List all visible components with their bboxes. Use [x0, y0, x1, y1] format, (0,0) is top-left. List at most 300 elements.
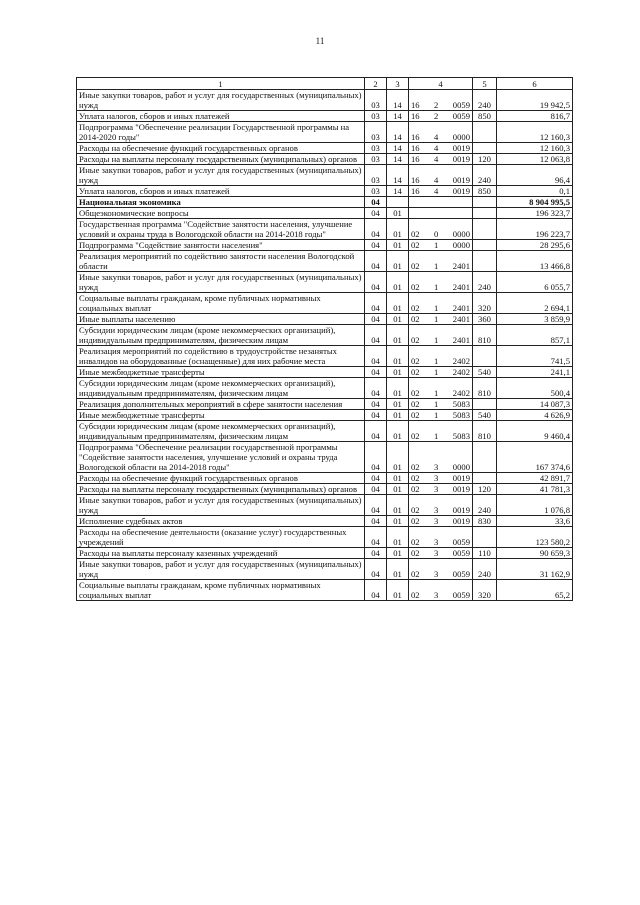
table-row	[77, 346, 573, 367]
target-article-code	[411, 261, 470, 271]
row-expense-type	[473, 219, 497, 240]
target-article-part: 02	[411, 240, 420, 250]
row-target-article	[409, 410, 473, 421]
target-article-part: 2401	[452, 303, 470, 313]
row-section: 04	[365, 495, 387, 516]
table-row	[77, 421, 573, 442]
row-target-article	[409, 272, 473, 293]
table-row	[77, 495, 573, 516]
row-target-article	[409, 143, 473, 154]
target-article-part: 02	[411, 335, 420, 345]
row-target-article	[409, 90, 473, 111]
row-amount: 123 580,2	[497, 527, 573, 548]
row-section: 03	[365, 165, 387, 186]
target-article-part: 0059	[452, 111, 470, 121]
target-article-part: 3	[434, 516, 439, 526]
row-name: Реализация мероприятий по содействию в трудоустройстве незанятых инвалидов на оборудованные (оснащенные) для них рабочие места	[77, 346, 365, 367]
target-article-code	[411, 143, 470, 153]
target-article-part: 02	[411, 569, 420, 579]
target-article-part: 2	[434, 111, 439, 121]
row-target-article	[409, 219, 473, 240]
row-amount: 41 781,3	[497, 484, 573, 495]
row-subsection: 14	[387, 186, 409, 197]
row-name: Реализация мероприятий по содействию занятости населения Вологодской области	[77, 251, 365, 272]
target-article-part: 4	[434, 154, 439, 164]
row-section: 04	[365, 421, 387, 442]
header-col-4: 4	[409, 78, 473, 90]
target-article-part: 4	[434, 143, 439, 153]
target-article-part: 02	[411, 303, 420, 313]
table-row	[77, 272, 573, 293]
row-section: 04	[365, 378, 387, 399]
row-section: 04	[365, 399, 387, 410]
target-article-part: 1	[434, 303, 439, 313]
row-amount: 14 087,3	[497, 399, 573, 410]
row-subsection	[387, 197, 409, 208]
row-name: Реализация дополнительных мероприятий в сфере занятости населения	[77, 399, 365, 410]
table-row	[77, 165, 573, 186]
row-amount: 6 055,7	[497, 272, 573, 293]
row-expense-type: 360	[473, 314, 497, 325]
target-article-code	[411, 356, 470, 366]
target-article-part: 3	[434, 537, 439, 547]
target-article-part: 0059	[452, 100, 470, 110]
target-article-part: 16	[411, 111, 420, 121]
target-article-part: 02	[411, 431, 420, 441]
row-subsection: 01	[387, 293, 409, 314]
row-section: 04	[365, 473, 387, 484]
row-expense-type	[473, 346, 497, 367]
row-expense-type	[473, 399, 497, 410]
target-article-part: 0059	[452, 537, 470, 547]
target-article-part: 16	[411, 186, 420, 196]
row-subsection: 01	[387, 219, 409, 240]
row-name: Общеэкономические вопросы	[77, 208, 365, 219]
target-article-code	[411, 410, 470, 420]
row-amount: 90 659,3	[497, 548, 573, 559]
table-row	[77, 314, 573, 325]
row-section: 04	[365, 208, 387, 219]
row-subsection: 01	[387, 548, 409, 559]
row-amount: 12 160,3	[497, 143, 573, 154]
row-amount: 42 891,7	[497, 473, 573, 484]
target-article-part: 3	[434, 505, 439, 515]
row-subsection: 01	[387, 272, 409, 293]
row-expense-type	[473, 122, 497, 143]
row-section: 04	[365, 367, 387, 378]
target-article-part: 0059	[452, 569, 470, 579]
row-expense-type	[473, 240, 497, 251]
target-article-code	[411, 367, 470, 377]
target-article-part: 16	[411, 143, 420, 153]
target-article-part: 3	[434, 484, 439, 494]
target-article-part: 2402	[452, 356, 470, 366]
row-subsection: 14	[387, 122, 409, 143]
target-article-part: 0000	[452, 462, 470, 472]
row-name: Государственная программа "Содействие занятости населения, улучшение условий и охраны труда в Вологодской области на 2014-2018 годы"	[77, 219, 365, 240]
row-amount: 167 374,6	[497, 442, 573, 473]
row-section: 04	[365, 314, 387, 325]
target-article-part: 16	[411, 175, 420, 185]
row-expense-type: 810	[473, 421, 497, 442]
row-name: Исполнение судебных актов	[77, 516, 365, 527]
target-article-part: 4	[434, 132, 439, 142]
target-article-code	[411, 100, 470, 110]
table-row	[77, 143, 573, 154]
row-subsection: 01	[387, 484, 409, 495]
target-article-part: 4	[434, 186, 439, 196]
row-expense-type: 540	[473, 410, 497, 421]
row-subsection: 01	[387, 346, 409, 367]
row-amount: 0,1	[497, 186, 573, 197]
row-amount: 741,5	[497, 346, 573, 367]
target-article-part: 1	[434, 282, 439, 292]
row-amount: 816,7	[497, 111, 573, 122]
target-article-part: 02	[411, 484, 420, 494]
header-col-5: 5	[473, 78, 497, 90]
row-section: 03	[365, 186, 387, 197]
target-article-code	[411, 175, 470, 185]
row-expense-type: 830	[473, 516, 497, 527]
row-target-article	[409, 399, 473, 410]
row-target-article	[409, 197, 473, 208]
row-expense-type: 540	[473, 367, 497, 378]
target-article-part: 3	[434, 569, 439, 579]
row-name: Иные закупки товаров, работ и услуг для государственных (муниципальных) нужд	[77, 495, 365, 516]
row-amount: 3 859,9	[497, 314, 573, 325]
target-article-code	[411, 569, 470, 579]
row-section: 03	[365, 111, 387, 122]
target-article-code	[411, 516, 470, 526]
target-article-part: 2401	[452, 261, 470, 271]
row-amount: 19 942,5	[497, 90, 573, 111]
row-amount: 2 694,1	[497, 293, 573, 314]
row-amount: 9 460,4	[497, 421, 573, 442]
target-article-part: 2	[434, 100, 439, 110]
row-section: 03	[365, 154, 387, 165]
row-name: Расходы на выплаты персоналу казенных учреждений	[77, 548, 365, 559]
row-name: Уплата налогов, сборов и иных платежей	[77, 186, 365, 197]
row-target-article	[409, 559, 473, 580]
row-subsection: 01	[387, 527, 409, 548]
row-expense-type	[473, 197, 497, 208]
target-article-code	[411, 473, 470, 483]
row-amount: 65,2	[497, 580, 573, 601]
row-target-article	[409, 421, 473, 442]
row-name: Субсидии юридическим лицам (кроме некоммерческих организаций), индивидуальным предпринимателям, физическим лицам	[77, 378, 365, 399]
target-article-part: 5083	[452, 410, 470, 420]
target-article-code	[411, 154, 470, 164]
target-article-part: 02	[411, 590, 420, 600]
row-name: Расходы на выплаты персоналу государственных (муниципальных) органов	[77, 154, 365, 165]
row-expense-type: 810	[473, 325, 497, 346]
target-article-code	[411, 314, 470, 324]
row-section: 04	[365, 527, 387, 548]
target-article-code	[411, 111, 470, 121]
row-name: Иные выплаты населению	[77, 314, 365, 325]
row-name: Иные закупки товаров, работ и услуг для государственных (муниципальных) нужд	[77, 90, 365, 111]
row-expense-type: 320	[473, 293, 497, 314]
target-article-part: 02	[411, 356, 420, 366]
target-article-part: 3	[434, 473, 439, 483]
row-amount: 196 223,7	[497, 219, 573, 240]
target-article-part: 3	[434, 462, 439, 472]
target-article-part: 3	[434, 590, 439, 600]
target-article-part: 02	[411, 505, 420, 515]
row-amount: 857,1	[497, 325, 573, 346]
target-article-code	[411, 399, 470, 409]
table-row	[77, 219, 573, 240]
row-subsection: 01	[387, 516, 409, 527]
target-article-code	[411, 303, 470, 313]
row-target-article	[409, 495, 473, 516]
target-article-code	[411, 132, 470, 142]
table-row	[77, 559, 573, 580]
row-section: 04	[365, 197, 387, 208]
row-section: 04	[365, 580, 387, 601]
row-name: Иные закупки товаров, работ и услуг для государственных (муниципальных) нужд	[77, 165, 365, 186]
row-subsection: 01	[387, 580, 409, 601]
row-name: Иные межбюджетные трансферты	[77, 410, 365, 421]
table-row	[77, 240, 573, 251]
table-row	[77, 442, 573, 473]
target-article-part: 02	[411, 282, 420, 292]
row-section: 04	[365, 410, 387, 421]
row-target-article	[409, 580, 473, 601]
row-amount: 96,4	[497, 165, 573, 186]
row-expense-type	[473, 143, 497, 154]
row-subsection: 01	[387, 325, 409, 346]
row-target-article	[409, 442, 473, 473]
row-name: Социальные выплаты гражданам, кроме публичных нормативных социальных выплат	[77, 580, 365, 601]
row-amount: 12 063,8	[497, 154, 573, 165]
row-name: Иные закупки товаров, работ и услуг для государственных (муниципальных) нужд	[77, 272, 365, 293]
header-col-6: 6	[497, 78, 573, 90]
target-article-part: 02	[411, 516, 420, 526]
row-target-article	[409, 548, 473, 559]
table-row	[77, 208, 573, 219]
target-article-code	[411, 505, 470, 515]
target-article-part: 0019	[452, 175, 470, 185]
target-article-part: 0019	[452, 154, 470, 164]
row-expense-type: 110	[473, 548, 497, 559]
row-target-article	[409, 527, 473, 548]
target-article-part: 02	[411, 314, 420, 324]
target-article-part: 5083	[452, 431, 470, 441]
target-article-part: 16	[411, 154, 420, 164]
row-target-article	[409, 473, 473, 484]
row-subsection: 01	[387, 495, 409, 516]
row-amount: 500,4	[497, 378, 573, 399]
row-subsection: 01	[387, 421, 409, 442]
row-name: Субсидии юридическим лицам (кроме некоммерческих организаций), индивидуальным предпринимателям, физическим лицам	[77, 421, 365, 442]
target-article-code	[411, 431, 470, 441]
row-target-article	[409, 516, 473, 527]
table-row	[77, 111, 573, 122]
table-row	[77, 90, 573, 111]
header-col-2: 2	[365, 78, 387, 90]
target-article-code	[411, 388, 470, 398]
target-article-part: 0000	[452, 229, 470, 239]
target-article-part: 1	[434, 356, 439, 366]
row-expense-type: 240	[473, 90, 497, 111]
target-article-code	[411, 548, 470, 558]
target-article-part: 0059	[452, 590, 470, 600]
target-article-part: 4	[434, 175, 439, 185]
table-row	[77, 516, 573, 527]
row-subsection: 01	[387, 240, 409, 251]
row-section: 04	[365, 219, 387, 240]
row-expense-type	[473, 473, 497, 484]
target-article-code	[411, 590, 470, 600]
row-section: 03	[365, 143, 387, 154]
target-article-part: 0019	[452, 505, 470, 515]
row-amount: 28 295,6	[497, 240, 573, 251]
row-section: 03	[365, 90, 387, 111]
row-target-article	[409, 122, 473, 143]
row-name: Расходы на обеспечение функций государственных органов	[77, 473, 365, 484]
row-section: 04	[365, 346, 387, 367]
row-target-article	[409, 346, 473, 367]
target-article-part: 1	[434, 399, 439, 409]
target-article-code	[411, 537, 470, 547]
row-expense-type: 810	[473, 378, 497, 399]
table-row	[77, 122, 573, 143]
row-section: 04	[365, 272, 387, 293]
target-article-part: 0000	[452, 240, 470, 250]
target-article-part: 0019	[452, 143, 470, 153]
row-subsection: 01	[387, 208, 409, 219]
row-name: Иные закупки товаров, работ и услуг для государственных (муниципальных) нужд	[77, 559, 365, 580]
target-article-part: 1	[434, 367, 439, 377]
target-article-part: 0059	[452, 548, 470, 558]
target-article-code	[411, 240, 470, 250]
row-subsection: 01	[387, 314, 409, 325]
target-article-part: 02	[411, 537, 420, 547]
row-target-article	[409, 186, 473, 197]
table-row	[77, 197, 573, 208]
table-row	[77, 251, 573, 272]
row-subsection: 01	[387, 399, 409, 410]
row-name: Социальные выплаты гражданам, кроме публичных нормативных социальных выплат	[77, 293, 365, 314]
row-subsection: 01	[387, 251, 409, 272]
row-expense-type	[473, 208, 497, 219]
row-target-article	[409, 378, 473, 399]
target-article-code	[411, 186, 470, 196]
target-article-part: 02	[411, 229, 420, 239]
table-row	[77, 580, 573, 601]
row-target-article	[409, 240, 473, 251]
table-row	[77, 527, 573, 548]
target-article-part: 16	[411, 132, 420, 142]
table-header-row	[77, 78, 573, 90]
row-name: Подпрограмма "Содействие занятости населения"	[77, 240, 365, 251]
row-target-article	[409, 314, 473, 325]
target-article-part: 3	[434, 548, 439, 558]
row-amount: 196 323,7	[497, 208, 573, 219]
target-article-part: 2401	[452, 282, 470, 292]
target-article-part: 02	[411, 388, 420, 398]
row-expense-type: 850	[473, 186, 497, 197]
target-article-code	[411, 462, 470, 472]
target-article-part: 1	[434, 431, 439, 441]
row-section: 04	[365, 559, 387, 580]
target-article-part: 0	[434, 229, 439, 239]
row-expense-type	[473, 251, 497, 272]
row-section: 04	[365, 251, 387, 272]
row-subsection: 14	[387, 165, 409, 186]
row-section: 04	[365, 293, 387, 314]
row-name: Расходы на обеспечение функций государственных органов	[77, 143, 365, 154]
target-article-part: 1	[434, 335, 439, 345]
row-expense-type: 120	[473, 484, 497, 495]
table-row	[77, 399, 573, 410]
row-section: 04	[365, 240, 387, 251]
page-number: 11	[315, 36, 325, 46]
target-article-part: 16	[411, 100, 420, 110]
table-row	[77, 367, 573, 378]
row-subsection: 14	[387, 143, 409, 154]
row-section: 04	[365, 484, 387, 495]
row-name: Субсидии юридическим лицам (кроме некоммерческих организаций), индивидуальным предпринимателям, физическим лицам	[77, 325, 365, 346]
row-expense-type: 240	[473, 559, 497, 580]
row-amount: 33,6	[497, 516, 573, 527]
target-article-part: 2401	[452, 335, 470, 345]
table-row	[77, 410, 573, 421]
row-subsection: 14	[387, 154, 409, 165]
row-expense-type: 320	[473, 580, 497, 601]
row-subsection: 01	[387, 442, 409, 473]
row-target-article	[409, 154, 473, 165]
row-name: Уплата налогов, сборов и иных платежей	[77, 111, 365, 122]
row-target-article	[409, 293, 473, 314]
row-amount: 8 904 995,5	[497, 197, 573, 208]
row-amount: 4 626,9	[497, 410, 573, 421]
row-target-article	[409, 165, 473, 186]
row-expense-type: 240	[473, 495, 497, 516]
row-expense-type	[473, 442, 497, 473]
target-article-part: 02	[411, 548, 420, 558]
target-article-part: 0000	[452, 132, 470, 142]
row-section: 04	[365, 548, 387, 559]
header-col-3: 3	[387, 78, 409, 90]
target-article-part: 2402	[452, 367, 470, 377]
row-subsection: 01	[387, 367, 409, 378]
row-target-article	[409, 111, 473, 122]
row-subsection: 14	[387, 111, 409, 122]
target-article-code	[411, 229, 470, 239]
target-article-part: 0019	[452, 484, 470, 494]
row-target-article	[409, 251, 473, 272]
target-article-part: 1	[434, 240, 439, 250]
target-article-part: 1	[434, 410, 439, 420]
row-subsection: 01	[387, 473, 409, 484]
target-article-part: 1	[434, 261, 439, 271]
table-row	[77, 154, 573, 165]
table-row	[77, 186, 573, 197]
target-article-part: 2402	[452, 388, 470, 398]
row-target-article	[409, 484, 473, 495]
row-section: 04	[365, 516, 387, 527]
row-amount: 31 162,9	[497, 559, 573, 580]
budget-table	[76, 77, 573, 601]
target-article-part: 02	[411, 410, 420, 420]
row-subsection: 01	[387, 559, 409, 580]
row-amount: 13 466,8	[497, 251, 573, 272]
table-row	[77, 484, 573, 495]
row-amount: 1 076,8	[497, 495, 573, 516]
target-article-part: 0019	[452, 516, 470, 526]
